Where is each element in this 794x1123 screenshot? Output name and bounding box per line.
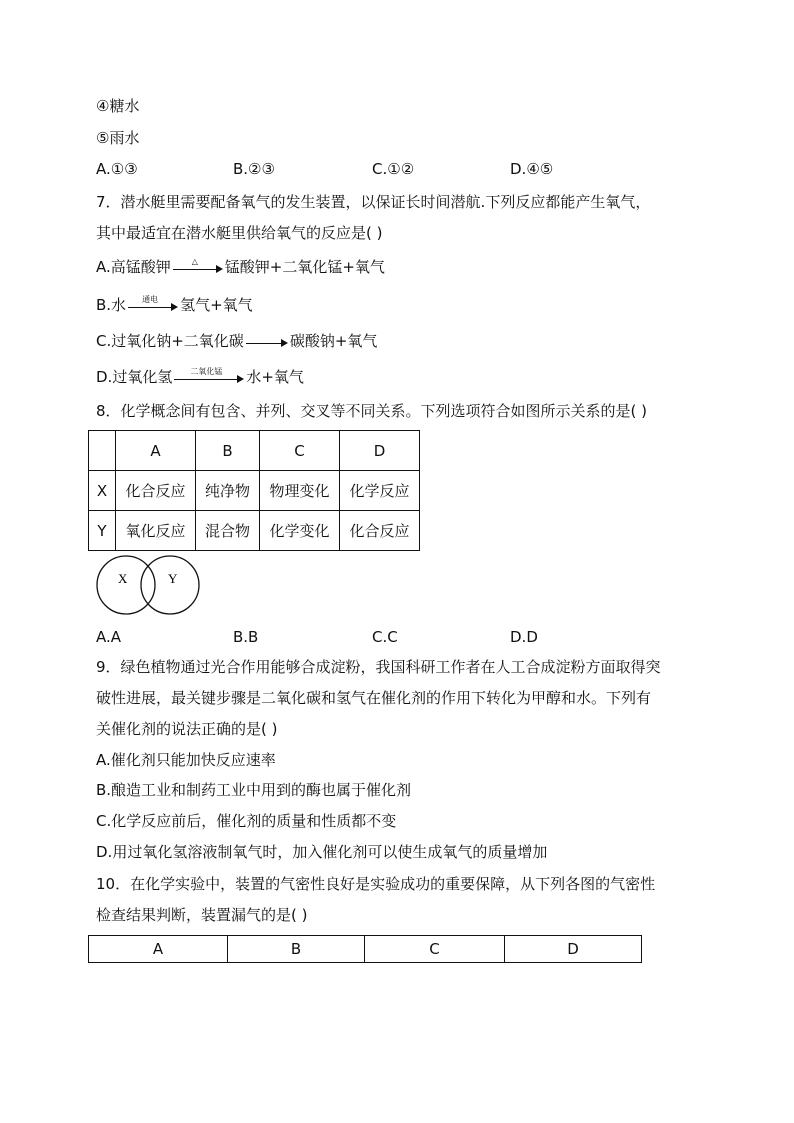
table-row [89, 511, 420, 551]
table-cell: 化学变化 [260, 511, 340, 551]
q8-option-a: A.A [96, 628, 122, 646]
q8-option-d: D.D [510, 628, 538, 646]
reaction-condition: △ [191, 256, 198, 266]
q6-option-c: C.①② [372, 160, 415, 178]
table-row [89, 471, 420, 511]
q7-stem-line1: 7．潜水艇里需要配备氧气的发生装置，以保证长时间潜航.下列反应都能产生氧气， [96, 193, 651, 211]
table-cell: 化合反应 [340, 511, 420, 551]
reaction-condition: 二氧化锰 [190, 366, 223, 376]
product-text: 氢气+氧气 [180, 296, 253, 314]
venn-label-x: X [118, 571, 128, 586]
q8-stem: 8．化学概念间有包含、并列、交叉等不同关系。下列选项符合如图所示关系的是( ) [96, 402, 648, 420]
q9-option-c: C.化学反应前后，催化剂的质量和性质都不变 [96, 812, 397, 830]
option-item-5: ⑤雨水 [96, 129, 140, 147]
q7-option-c [96, 331, 377, 352]
q7-option-d [96, 367, 304, 388]
reaction-condition: 通电 [142, 294, 159, 304]
reaction-arrow [174, 368, 244, 388]
product-text: 水+氧气 [246, 368, 304, 386]
row-label: Y [89, 511, 116, 551]
table-cell: 化合反应 [116, 471, 196, 511]
table-header-row [89, 936, 642, 963]
venn-diagram [94, 552, 204, 618]
q9-stem-line3: 关催化剂的说法正确的是( ) [96, 720, 278, 738]
table-cell: 化学反应 [340, 471, 420, 511]
table-cell: 物理变化 [260, 471, 340, 511]
reactant-text: A.高锰酸钾 [96, 258, 171, 276]
row-label: X [89, 471, 116, 511]
product-text: 锰酸钾+二氧化锰+氧气 [224, 258, 385, 276]
table-cell [89, 431, 116, 471]
q9-option-b: B.酿造工业和制药工业中用到的酶也属于催化剂 [96, 781, 412, 799]
q6-option-a: A.①③ [96, 160, 138, 178]
q7-option-b [96, 295, 253, 316]
table-header-cell: C [365, 936, 505, 963]
q10-stem-line1: 10．在化学实验中，装置的气密性良好是实验成功的重要保障，从下列各图的气密性 [96, 875, 656, 893]
reactant-text: C.过氧化钠+二氧化碳 [96, 332, 244, 350]
table-cell: 纯净物 [196, 471, 260, 511]
q6-option-d: D.④⑤ [510, 160, 554, 178]
table-header-row [89, 431, 420, 471]
table-header-cell: A [116, 431, 196, 471]
reaction-arrow [246, 332, 288, 352]
q8-option-b: B.B [233, 628, 259, 646]
table-header-cell: D [505, 936, 642, 963]
q8-table [88, 430, 420, 551]
q10-table [88, 935, 642, 963]
product-text: 碳酸钠+氧气 [289, 332, 378, 350]
q6-option-b: B.②③ [233, 160, 275, 178]
reaction-arrow [128, 296, 178, 316]
reactant-text: B.水 [96, 296, 127, 314]
option-item-4: ④糖水 [96, 97, 140, 115]
q9-option-d: D.用过氧化氢溶液制氧气时，加入催化剂可以使生成氧气的质量增加 [96, 843, 548, 861]
q9-stem-line2: 破性进展，最关键步骤是二氧化碳和氢气在催化剂的作用下转化为甲醇和水。下列有 [96, 689, 652, 707]
table-header-cell: B [196, 431, 260, 471]
q8-option-c: C.C [372, 628, 398, 646]
table-header-cell: D [340, 431, 420, 471]
table-cell: 混合物 [196, 511, 260, 551]
q7-stem-line2: 其中最适宜在潜水艇里供给氧气的反应是( ) [96, 224, 383, 242]
reactant-text: D.过氧化氢 [96, 368, 173, 386]
reaction-arrow [173, 258, 223, 278]
venn-label-y: Y [168, 571, 178, 586]
table-cell: 氧化反应 [116, 511, 196, 551]
q7-option-a [96, 257, 385, 278]
table-header-cell: C [260, 431, 340, 471]
table-header-cell: B [228, 936, 365, 963]
table-header-cell: A [89, 936, 228, 963]
q9-stem-line1: 9．绿色植物通过光合作用能够合成淀粉，我国科研工作者在人工合成淀粉方面取得突 [96, 658, 661, 676]
q10-stem-line2: 检查结果判断，装置漏气的是( ) [96, 906, 308, 924]
q9-option-a: A.催化剂只能加快反应速率 [96, 751, 276, 769]
